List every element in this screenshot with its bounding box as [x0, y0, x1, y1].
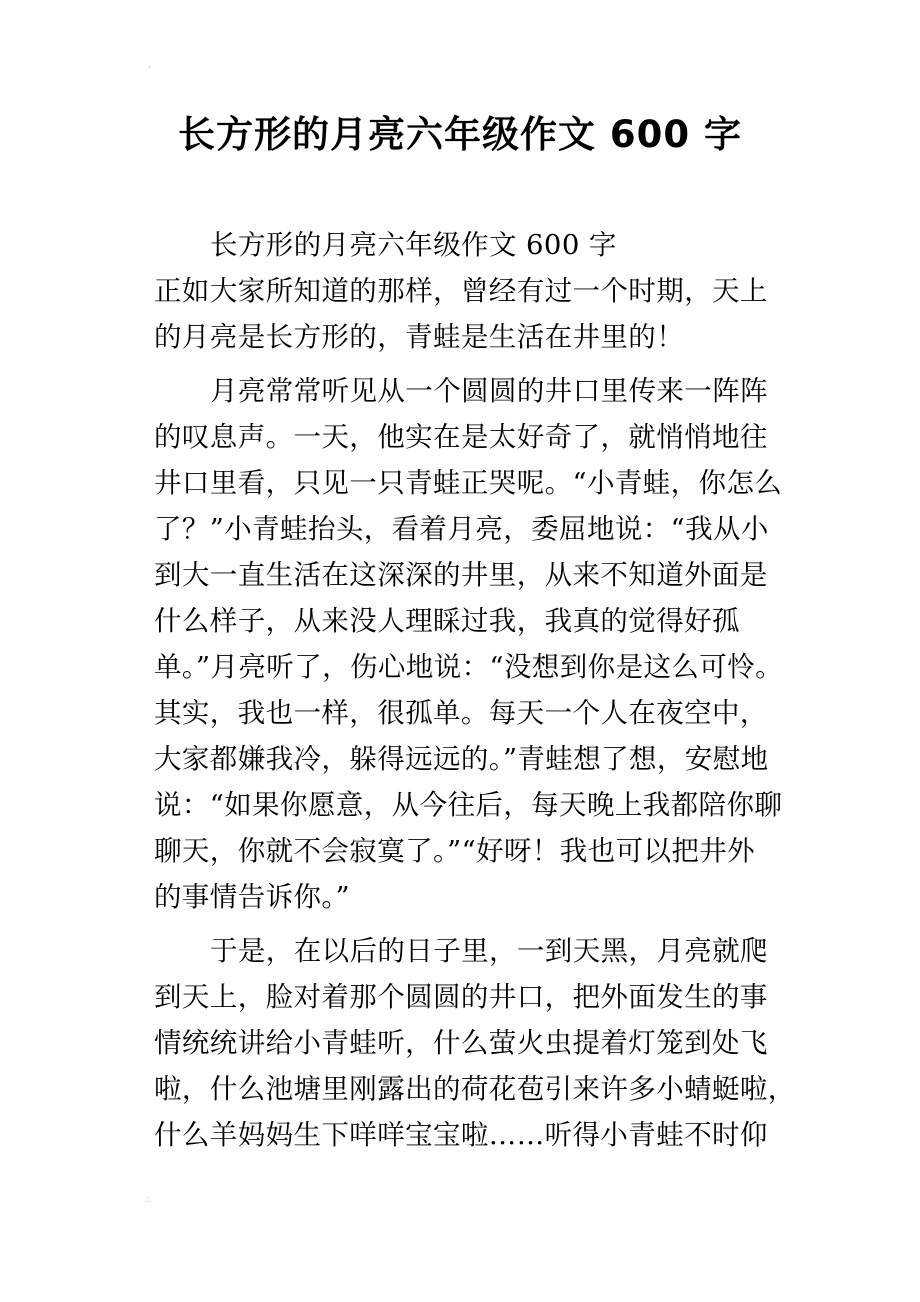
- text-line: 月亮常常听见从一个圆圆的井口里传来一阵阵: [210, 375, 768, 407]
- text-line: 啦，什么池塘里刚露出的荷花苞引来许多小蜻蜓啦，: [154, 1073, 796, 1105]
- page-corner-mark: .:: [144, 1195, 150, 1205]
- text-line: 到大一直生活在这深深的井里，从来不知道外面是: [154, 559, 768, 591]
- text-line: 井口里看，只见一只青蛙正哭呢。“小青蛙，你怎么: [154, 467, 783, 499]
- text-line: 说：“如果你愿意，从今往后，每天晚上我都陪你聊: [154, 789, 783, 821]
- text-line: 的事情告诉你。”: [154, 881, 351, 913]
- text-line: 单。”月亮听了，伤心地说：“没想到你是这么可怜。: [154, 651, 783, 683]
- paragraph: [154, 268, 784, 360]
- text-line: 到天上，脸对着那个圆圆的井口，把外面发生的事: [154, 981, 768, 1013]
- document-body: [154, 222, 796, 1158]
- text-line: 了？”小青蛙抬头，看着月亮，委屈地说：“我从小: [154, 513, 769, 545]
- page-corner-mark: ': [148, 65, 151, 75]
- text-line: 的月亮是长方形的，青蛙是生活在井里的！: [154, 321, 685, 353]
- paragraph: [154, 222, 784, 268]
- text-line: 聊天，你就不会寂寞了。”“好呀！我也可以把井外: [154, 835, 756, 867]
- text-line: 于是，在以后的日子里，一到天黑，月亮就爬: [210, 935, 768, 967]
- text-line: 的叹息声。一天，他实在是太好奇了，就悄悄地往: [154, 421, 768, 453]
- text-line: 情统统讲给小青蛙听，什么萤火虫提着灯笼到处飞: [154, 1027, 768, 1059]
- text-line: 什么样子，从来没人理睬过我，我真的觉得好孤: [154, 605, 740, 637]
- paragraph: [154, 928, 796, 1158]
- document-title: 长方形的月亮六年级作文 600 字: [178, 113, 742, 156]
- text-line: 正如大家所知道的那样，曾经有过一个时期，天上: [154, 275, 768, 307]
- text-line: 大家都嫌我冷，躲得远远的。”青蛙想了想，安慰地: [154, 743, 769, 775]
- paragraph: [154, 368, 784, 920]
- text-line: 什么羊妈妈生下咩咩宝宝啦……听得小青蛙不时仰: [154, 1119, 768, 1151]
- text-line: 其实，我也一样，很孤单。每天一个人在夜空中，: [154, 697, 768, 729]
- text-line: 长方形的月亮六年级作文 600 字: [210, 229, 617, 261]
